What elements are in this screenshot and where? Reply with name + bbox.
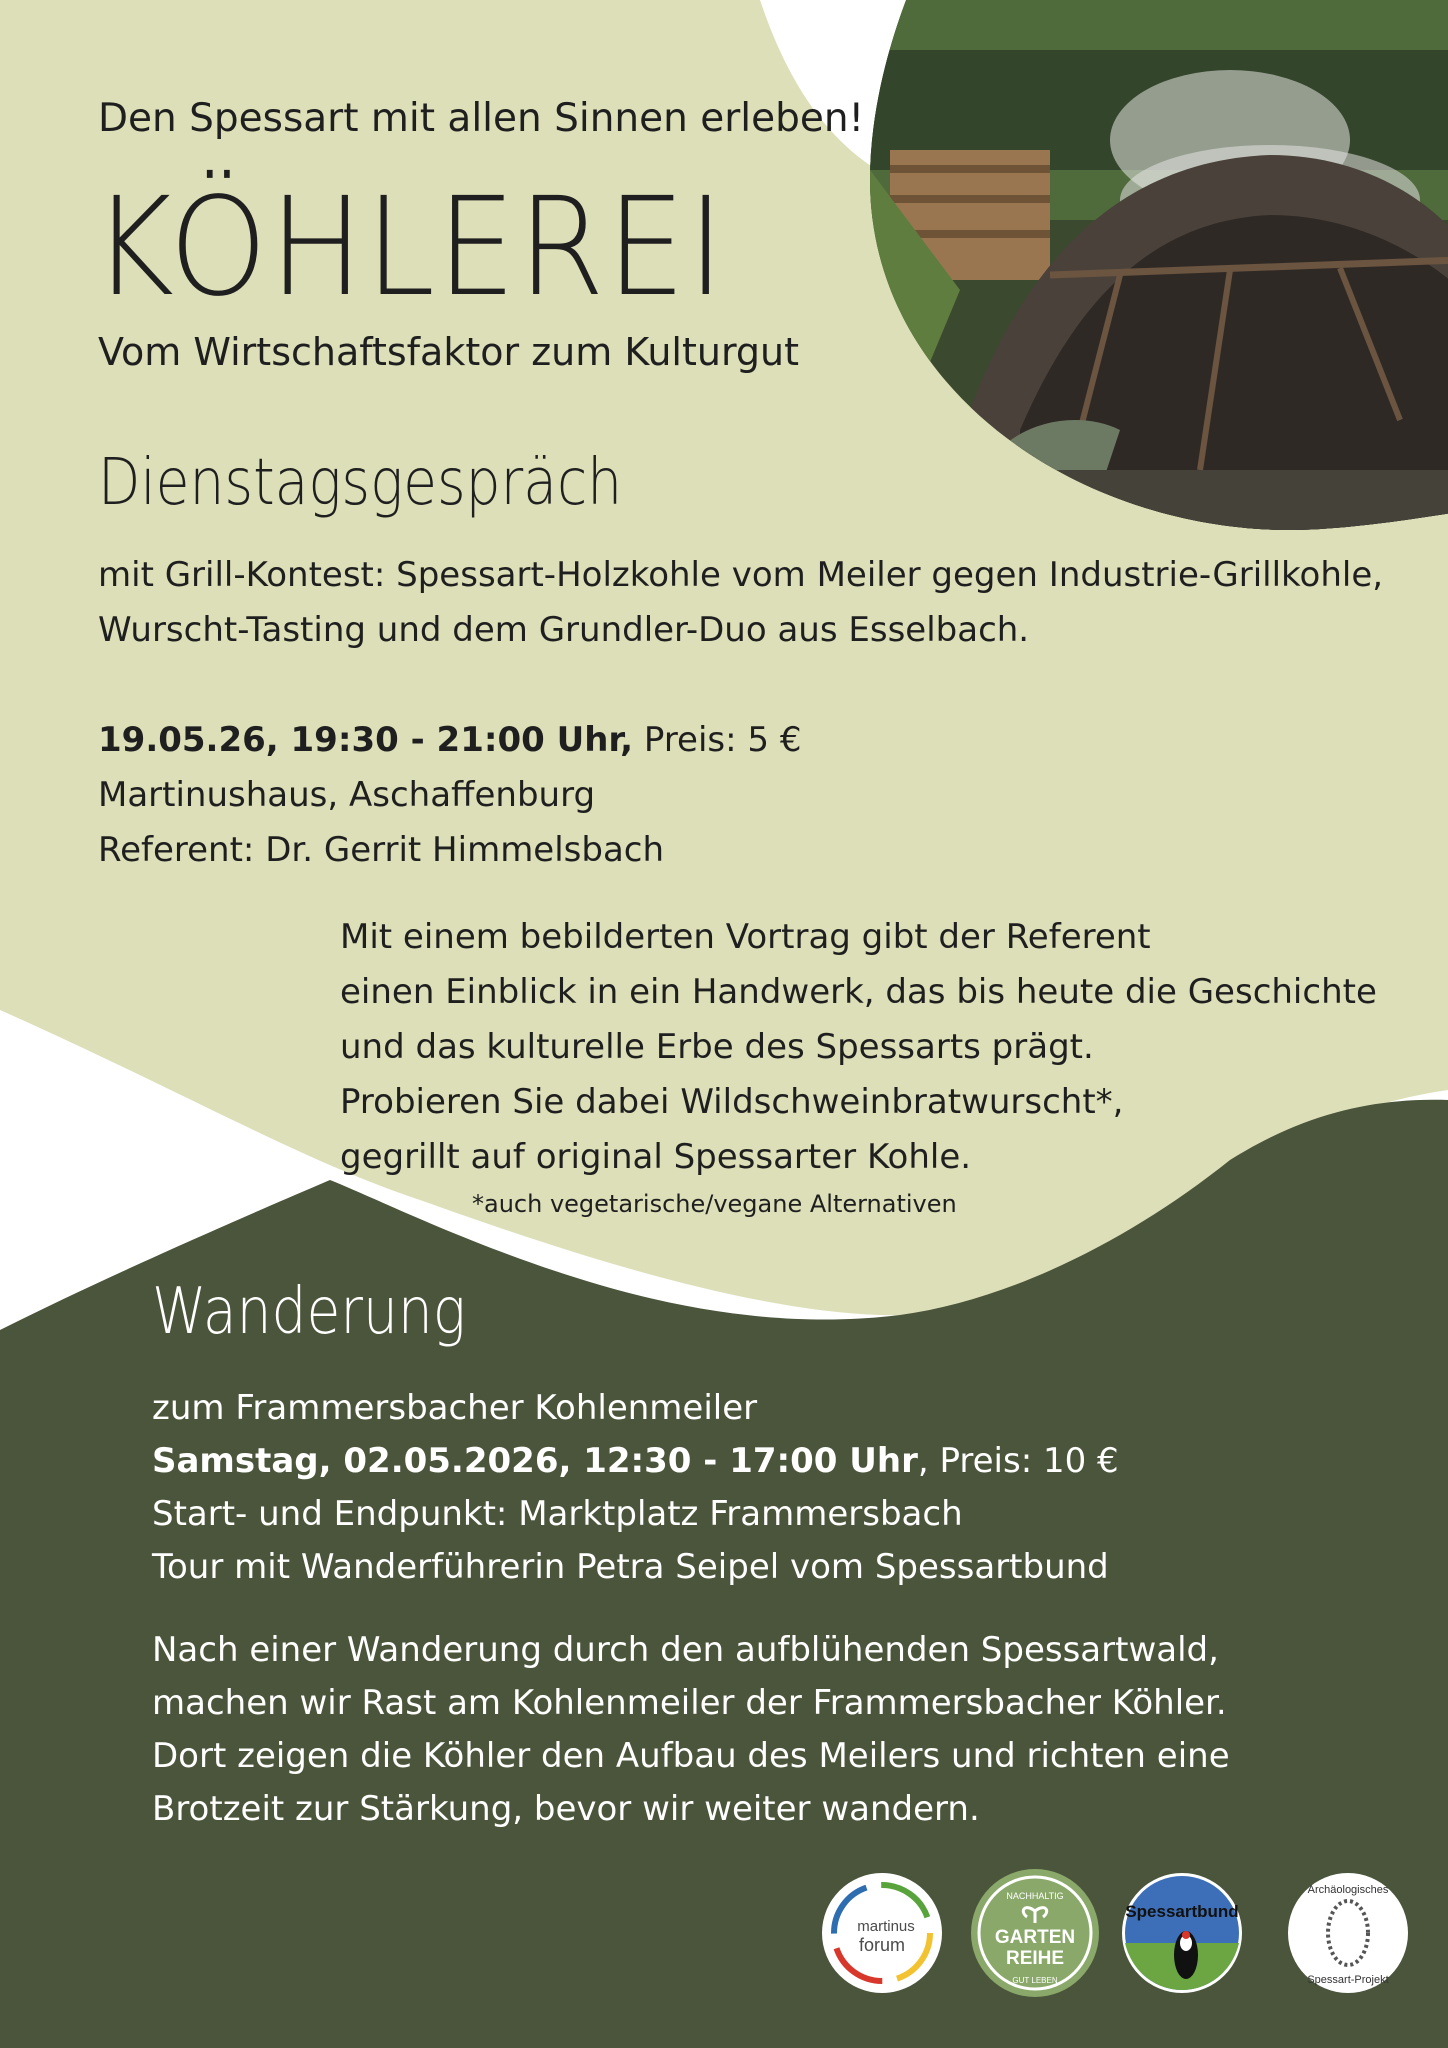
talk-description-line: Mit einem bebilderten Vortrag gibt der Referent	[340, 917, 1151, 957]
talk-intro-line: mit Grill-Kontest: Spessart-Holzkohle vom Meiler gegen Industrie-Grillkohle,	[98, 555, 1384, 595]
talk-intro-line: Wurscht-Tasting und dem Grundler-Duo aus Esselbach.	[98, 610, 1030, 650]
svg-text:GARTEN: GARTEN	[994, 1927, 1076, 1948]
hike-start: Start- und Endpunkt: Marktplatz Frammersbach	[152, 1494, 963, 1534]
hike-heading: Wanderung	[152, 1275, 466, 1349]
svg-text:Archäologisches: Archäologisches	[1307, 1884, 1389, 1896]
hike-description-line: Brotzeit zur Stärkung, bevor wir weiter wandern.	[152, 1789, 980, 1829]
talk-heading: Dienstagsgespräch	[98, 446, 623, 520]
page-title: KÖHLEREI	[92, 169, 727, 327]
talk-description-line: Probieren Sie dabei Wildschweinbratwurscht*,	[340, 1082, 1124, 1122]
spessartbund-logo	[1122, 1873, 1242, 1993]
talk-footnote: *auch vegetarische/vegane Alternativen	[472, 1190, 957, 1218]
talk-intro	[98, 548, 1383, 658]
talk-details	[98, 713, 801, 878]
talk-description-line: einen Einblick in ein Handwerk, das bis heute die Geschichte	[340, 972, 1377, 1012]
hike-description-line: Nach einer Wanderung durch den aufblühenden Spessartwald,	[152, 1630, 1219, 1670]
partner-logos	[820, 1868, 1420, 1998]
talk-speaker: Referent: Dr. Gerrit Himmelsbach	[98, 830, 665, 870]
hike-description-line: Dort zeigen die Köhler den Aufbau des Meilers und richten eine	[152, 1736, 1230, 1776]
talk-description-line: und das kulturelle Erbe des Spessarts prägt.	[340, 1027, 1094, 1067]
svg-text:NACHHALTIG: NACHHALTIG	[1006, 1891, 1064, 1901]
hike-description-line: machen wir Rast am Kohlenmeiler der Frammersbacher Köhler.	[152, 1683, 1227, 1723]
hike-datetime: Samstag, 02.05.2026, 12:30 - 17:00 Uhr	[152, 1441, 918, 1481]
svg-text:martinus: martinus	[857, 1918, 915, 1935]
talk-description	[340, 910, 1377, 1185]
hike-price: , Preis: 10 €	[917, 1441, 1119, 1481]
svg-text:Spessart-Projekt: Spessart-Projekt	[1307, 1974, 1389, 1986]
svg-text:Spessartbund: Spessartbund	[1125, 1902, 1239, 1921]
talk-date-line	[98, 713, 801, 768]
svg-text:forum: forum	[858, 1935, 906, 1955]
talk-datetime: 19.05.26, 19:30 - 21:00 Uhr,	[98, 720, 634, 760]
hike-details	[152, 1382, 1119, 1594]
svg-text:GUT LEBEN: GUT LEBEN	[1012, 1976, 1058, 1985]
talk-price: Preis: 5 €	[633, 720, 802, 760]
martinus-forum-logo	[822, 1873, 942, 1993]
hike-date-line	[152, 1435, 1119, 1488]
garten-reihe-logo	[971, 1869, 1099, 1997]
subtitle: Vom Wirtschaftsfaktor zum Kulturgut	[98, 330, 800, 374]
talk-description-line: gegrillt auf original Spessarter Kohle.	[340, 1137, 972, 1177]
tagline: Den Spessart mit allen Sinnen erleben!	[98, 96, 865, 141]
hike-destination: zum Frammersbacher Kohlenmeiler	[152, 1388, 758, 1428]
talk-location: Martinushaus, Aschaffenburg	[98, 775, 596, 815]
charcoal-kiln-photo	[870, 0, 1448, 530]
hike-description	[152, 1624, 1230, 1836]
hike-guide: Tour mit Wanderführerin Petra Seipel vom Spessartbund	[152, 1547, 1109, 1587]
archaeologisches-spessart-projekt-logo	[1288, 1873, 1408, 1993]
svg-text:REIHE: REIHE	[1005, 1948, 1065, 1969]
